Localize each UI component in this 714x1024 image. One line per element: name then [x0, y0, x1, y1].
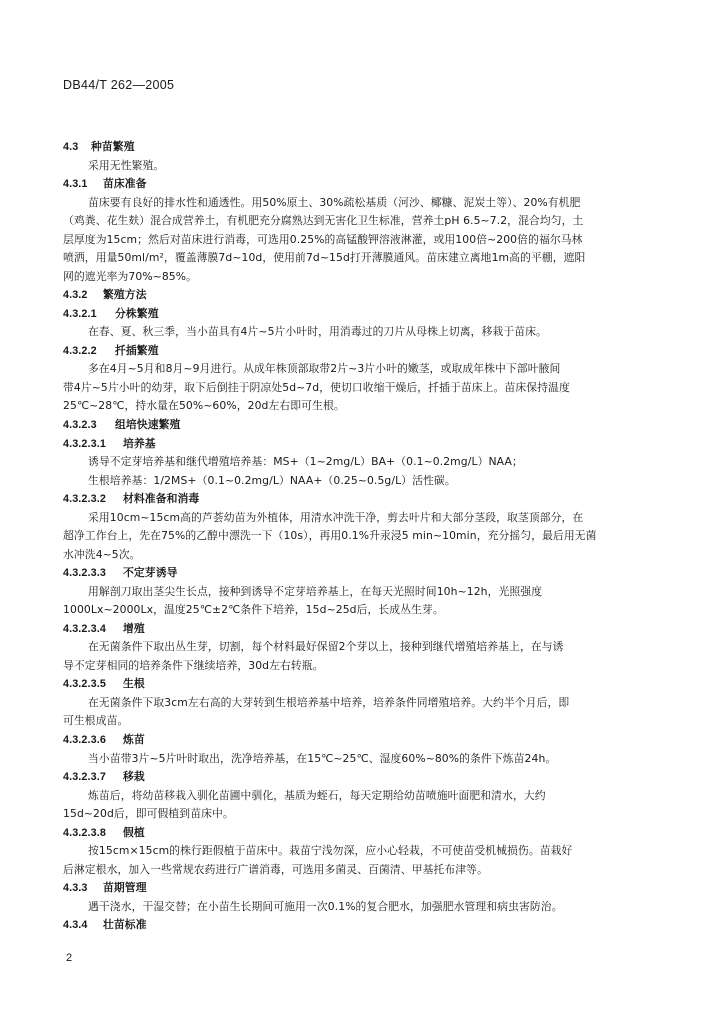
section-title: 分株繁殖 — [115, 306, 159, 320]
section-number: 4.3.2.3.7 — [63, 771, 106, 783]
paragraph-first-line: 生根培养基：1/2MS+（0.1~0.2mg/L）NAA+（0.25~0.5g/L）活性碳。 — [88, 473, 456, 487]
section-title: 增殖 — [123, 621, 145, 635]
section-heading — [63, 881, 147, 895]
section-title: 不定芽诱导 — [123, 566, 178, 580]
section-title: 假植 — [123, 825, 145, 839]
section-heading — [63, 492, 199, 506]
section-heading — [63, 307, 159, 321]
paragraph-continuation-line: 层厚度为15cm；然后对苗床进行消毒，可选用0.25%的高锰酸钾溶液淋灌，或用100倍~200倍的福尔马林 — [63, 232, 583, 246]
section-heading — [63, 437, 156, 451]
paragraph-continuation-line: 喷洒，用量50ml/m²，覆盖薄膜7d~10d，使用前7d~15d打开薄膜通风。苗床建立离地1m高的平棚，遮阳 — [63, 251, 586, 265]
section-number: 4.3.2.2 — [63, 344, 97, 357]
section-number: 4.3.2.3.1 — [63, 437, 106, 450]
paragraph-continuation-line: （鸡粪、花生麸）混合成营养土，有机肥充分腐熟达到无害化卫生标准，营养土pH 6.5~7.2，混合均匀，土 — [63, 214, 584, 228]
paragraph-continuation-line: 带4片~5片小叶的幼芽，取下后倒挂于阴凉处5d~7d，使切口收缩干燥后，扦插于苗床上。苗床保持温度 — [63, 380, 570, 394]
paragraph-continuation-line: 后淋定根水，加入一些常规农药进行广谱消毒，可选用多菌灵、百菌清、甲基托布津等。 — [63, 862, 488, 876]
section-number: 4.3.2.3.5 — [63, 678, 106, 691]
section-number: 4.3.2 — [63, 289, 88, 302]
paragraph-continuation-line: 25℃~28℃，持水量在50%~60%，20d左右即可生根。 — [63, 399, 345, 413]
section-title: 种苗繁殖 — [91, 140, 135, 153]
section-heading — [63, 677, 145, 691]
paragraph-first-line: 在春、夏、秋三季，当小苗具有4片~5片小叶时，用消毒过的刀片从母株上切离，移栽于苗床。 — [88, 325, 547, 339]
section-title: 炼苗 — [123, 733, 145, 746]
section-title: 苗期管理 — [103, 881, 147, 895]
section-heading — [63, 418, 180, 432]
section-number: 4.3.2.3.4 — [63, 622, 106, 635]
paragraph-continuation-line: 1000Lx~2000Lx，温度25℃±2℃条件下培养，15d~25d后，长成丛生芽。 — [63, 603, 444, 617]
section-heading — [63, 918, 147, 932]
paragraph-continuation-line: 15d~20d后，即可假植到苗床中。 — [63, 807, 234, 821]
section-number: 4.3.1 — [63, 178, 88, 191]
paragraph-first-line: 用解剖刀取出茎尖生长点，接种到诱导不定芽培养基上，在每天光照时间10h~12h，光照强度 — [88, 584, 543, 598]
section-heading — [63, 770, 145, 784]
paragraph-first-line: 在无菌条件下取3cm左右高的大芽转到生根培养基中培养，培养条件同增殖培养。大约半个月后，即 — [88, 695, 570, 709]
paragraph-first-line: 采用无性繁殖。 — [88, 158, 165, 172]
paragraph-continuation-line: 水冲洗4~5次。 — [63, 547, 141, 561]
paragraph-first-line: 诱导不定芽培养基和继代增殖培养基：MS+（1~2mg/L）BA+（0.1~0.2mg/L）NAA； — [88, 455, 523, 468]
paragraph-first-line: 按15cm×15cm的株行距假植于苗床中。栽苗宁浅勿深，应小心轻栽，不可使苗受机械损伤。苗栽好 — [88, 844, 573, 858]
paragraph-first-line: 在无菌条件下取出丛生芽，切割，每个材料最好保留2个芽以上，接种到继代增殖培养基上，在与诱 — [88, 640, 564, 654]
section-number: 4.3.2.3.3 — [63, 567, 106, 580]
paragraph-first-line: 多在4月~5月和8月~9月进行。从成年株顶部取带2片~3片小叶的嫩茎，或取成年株中下部叶腋间 — [88, 362, 561, 376]
section-heading — [63, 140, 135, 154]
paragraph-first-line: 炼苗后，将幼苗移栽入驯化苗圃中驯化，基质为蛭石，每天定期给幼苗喷施叶面肥和清水，大约 — [88, 788, 546, 802]
section-title: 培养基 — [123, 436, 156, 450]
section-number: 4.3.2.3.8 — [63, 826, 106, 839]
section-number: 4.3.2.3.2 — [63, 493, 106, 506]
page-number: 2 — [66, 952, 73, 964]
paragraph-first-line: 采用10cm~15cm高的芦荟幼苗为外植体，用清水冲洗干净，剪去叶片和大部分茎段，取茎顶部分，在 — [88, 510, 584, 524]
paragraph-first-line: 苗床要有良好的排水性和通透性。用50%原土、30%疏松基质（河沙、椰糠、泥炭土等）、20%有机肥 — [88, 195, 581, 209]
section-heading — [63, 288, 147, 302]
paragraph-first-line: 遇干浇水，干湿交替；在小苗生长期间可施用一次0.1%的复合肥水，加强肥水管理和病虫害防治。 — [88, 899, 563, 913]
section-title: 苗床准备 — [103, 177, 147, 191]
standard-code-header: DB44/T 262—2005 — [63, 78, 175, 92]
section-heading — [63, 177, 147, 191]
section-title: 扦插繁殖 — [115, 343, 159, 357]
paragraph-first-line: 当小苗带3片~5片叶时取出，洗净培养基，在15℃~25℃、湿度60%~80%的条件下炼苗24h。 — [88, 751, 557, 765]
paragraph-continuation-line: 网的遮光率为70%~85%。 — [63, 269, 198, 283]
section-number: 4.3.3 — [63, 882, 88, 895]
section-number: 4.3.2.3 — [63, 419, 97, 431]
section-number: 4.3.2.3.6 — [63, 734, 106, 746]
paragraph-continuation-line: 可生根成苗。 — [63, 714, 129, 728]
section-number: 4.3 — [63, 141, 79, 153]
section-title: 壮苗标准 — [103, 918, 147, 932]
paragraph-continuation-line: 导不定芽相同的培养条件下继续培养，30d左右转瓶。 — [63, 658, 324, 672]
section-heading — [63, 826, 145, 840]
section-title: 组培快速繁殖 — [115, 418, 181, 431]
section-number: 4.3.2.1 — [63, 307, 97, 320]
section-title: 繁殖方法 — [103, 288, 147, 302]
section-number: 4.3.4 — [63, 919, 88, 932]
section-heading — [63, 344, 159, 358]
section-heading — [63, 733, 145, 747]
section-title: 材料准备和消毒 — [123, 492, 200, 506]
section-title: 移栽 — [123, 770, 145, 783]
section-heading — [63, 622, 145, 636]
section-heading — [63, 566, 177, 580]
paragraph-continuation-line: 超净工作台上，先在75%的乙醇中漂洗一下（10s），再用0.1%升汞浸5 min~10min，充分摇匀，最后用无菌 — [63, 529, 597, 543]
section-title: 生根 — [123, 677, 145, 691]
